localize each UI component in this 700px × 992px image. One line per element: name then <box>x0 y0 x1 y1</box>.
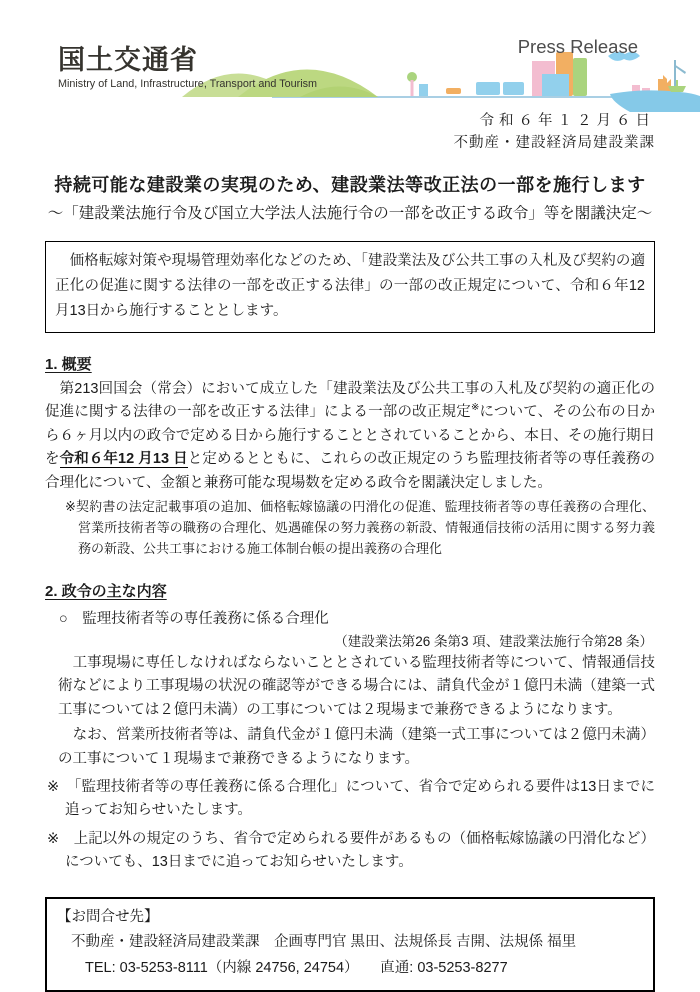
circle-bullet-icon: ○ <box>59 610 68 627</box>
section2-paragraph-1: 工事現場に専任しなければならないこととされている監理技術者等について、情報通信技術などにより工事現場の状況の確認等ができる場合には、請負代金が１億円未満（建築一式工事については２億円未満）の工事については２現場まで兼務できるようになります。 <box>58 654 655 718</box>
water-icon <box>610 90 700 112</box>
contact-heading: 【お問合せ先】 <box>57 908 159 925</box>
mlit-logo <box>58 46 317 90</box>
note-mark: ※ <box>47 830 60 847</box>
document-date: 令和６年１２月６日 <box>479 113 655 129</box>
note1-text: 「監理技術者等の専任義務に係る合理化」について、省令で定められる要件は13日までに追ってお知らせいたします。 <box>59 778 656 819</box>
train-icon <box>503 82 524 95</box>
page-title: 持続可能な建設業の実現のため、建設業法等改正法の一部を施行します <box>54 174 646 195</box>
page-header <box>0 0 700 106</box>
note2-text: 上記以外の規定のうち、省令で定められる要件があるもの（価格転嫁協議の円滑化など）についても、13日までに追ってお知らせいたします。 <box>59 830 655 871</box>
car-icon <box>446 88 461 94</box>
train-icon <box>476 82 500 95</box>
press-release-label: Press Release <box>517 36 638 57</box>
enforcement-date-emphasis: 令和６年12 月13 日 <box>59 451 188 468</box>
document-meta <box>0 110 700 155</box>
summary-box: 価格転嫁対策や現場管理効率化などのため、「建設業法及び公共工事の入札及び契約の適正化の促進に関する法律の一部を改正する法律」の一部の改正規定について、令和６年12月13日から施行することとします。 <box>45 241 655 333</box>
document-body <box>0 241 700 875</box>
section1-text-mid: について、その公布の日から６ヶ月以内の政令で定める日から施行することとされていることから、本日、その施行期日を <box>45 404 655 468</box>
section1-footnote: ※契約書の法定記載事項の追加、価格転嫁協議の円滑化の促進、監理技術者等の専任義務の合理化、営業所技術者等の職務の合理化、処遇確保の努力義務の新設、情報通信技術の活用に関する努力義務の新設、公共工事における施工体制台帳の提出義務の合理化 <box>65 499 655 556</box>
contact-box <box>45 897 655 992</box>
section2-paragraph-2: なお、営業所技術者等は、請負代金が１億円未満（建築一式工事については２億円未満）の工事について１現場まで兼務できるようになります。 <box>58 727 655 767</box>
ministry-name-en: Ministry of Land, Infrastructure, Transport and Tourism <box>58 77 318 90</box>
supplementary-note-2 <box>45 828 655 875</box>
ministry-name-ja: 国土交通省 <box>58 45 198 75</box>
contact-phone-line: TEL: 03-5253-8111（内線 24756, 24754） 直通: 03-5253-8277 <box>85 959 508 976</box>
section1-text-pre: 第213回国会（常会）において成立した「建設業法及び公共工事の入札及び契約の適正化の促進に関する法律の一部を改正する法律」による一部の改正規定 <box>45 380 655 421</box>
law-reference: （建設業法第26 条第3 項、建設業法施行令第28 条） <box>334 633 653 649</box>
section2-item <box>45 607 655 628</box>
supplementary-note-1 <box>45 776 655 823</box>
section2-heading: 2. 政令の主な内容 <box>45 582 167 600</box>
section1-text-post: と定めるとともに、これらの改正規定のうち監理技術者等の専任義務の合理化について、金額と兼務可能な現場数を定める政令を閣議決定しました。 <box>45 451 655 491</box>
building-icon <box>419 84 428 96</box>
note-mark: ※ <box>47 778 60 795</box>
issuing-department: 不動産・建設経済局建設業課 <box>453 135 655 152</box>
footnote-reference-mark: ※ <box>470 402 480 414</box>
page-subtitle: ～「建設業法施行令及び国立大学法人法施行令の一部を改正する政令」等を閣議決定～ <box>47 204 653 222</box>
section1-paragraph <box>45 378 655 495</box>
contact-department-line: 不動産・建設経済局建設業課 企画専門官 黒田、法規係長 吉開、法規係 福里 <box>71 934 577 951</box>
tree-icon <box>411 80 414 96</box>
section2-item-title: 監理技術者等の専任義務に係る合理化 <box>67 610 329 627</box>
building-icon <box>542 74 569 96</box>
building-icon <box>573 58 587 96</box>
section1-heading: 1. 概要 <box>45 355 92 373</box>
